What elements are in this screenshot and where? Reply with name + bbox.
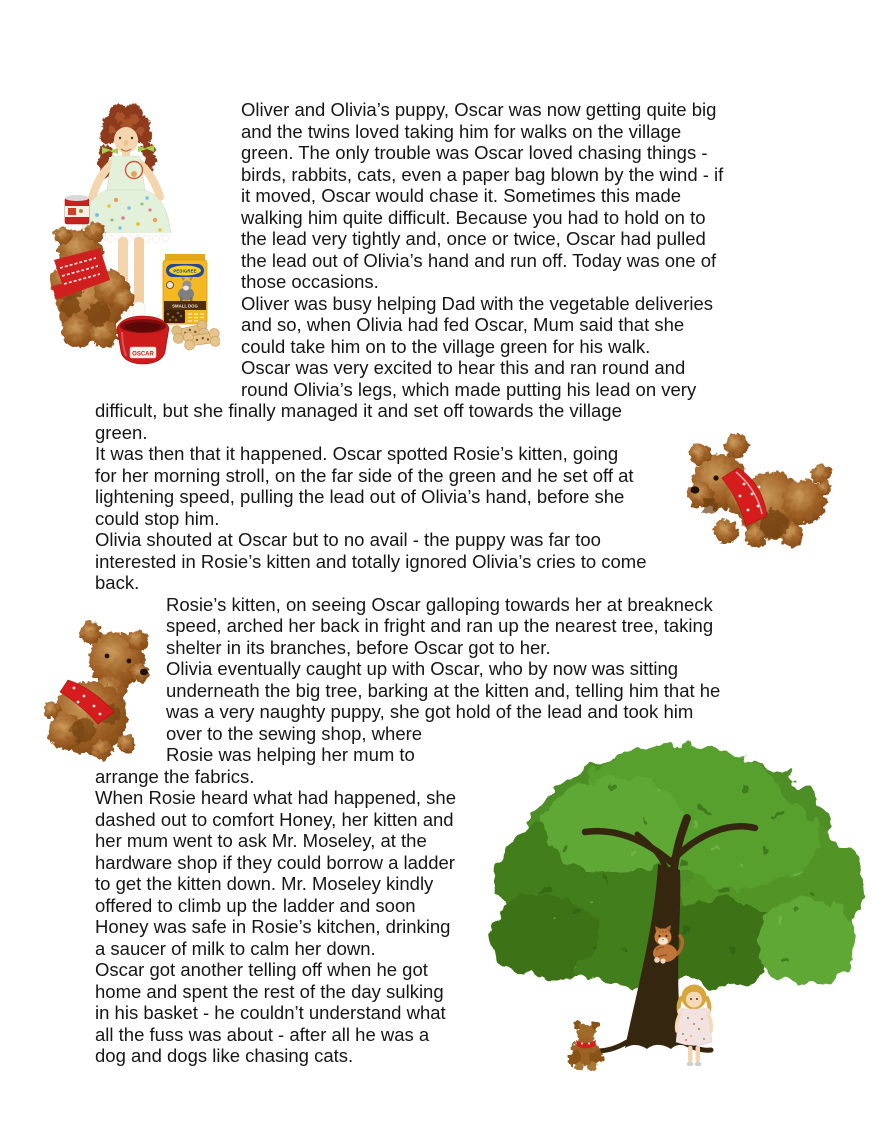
story-paragraph-1: Oliver and Olivia’s puppy, Oscar was now getting quite big and the twins loved taking him for walks on the village green. The only trouble was Oscar loved chasing things - birds, rabbits, cats, even a paper bag blown by the wind - if it moved, Oscar would chase it. Sometimes this made walking him quite difficult. Because you had to hold on to the lead very tightly and, once or twice, Oscar had pulled the lead out of Olivia’s hand and run off. Today was one of those occasions. xyxy=(241,99,724,292)
food-bag-variant: SMALL DOG xyxy=(172,303,198,309)
story-paragraph-6: Rosie’s kitten, on seeing Oscar galloping towards her at breakneck speed, arched her back in fright and ran up the nearest tree, taking shelter in its branches, before Oscar got to her. xyxy=(166,593,714,658)
story-paragraph-2: Oliver was busy helping Dad with the vegetable deliveries and so, when Olivia had fed Oscar, Mum said that she could take him on to the village green for his walk. xyxy=(241,292,714,357)
bowl-name-label: OSCAR xyxy=(132,351,154,358)
story-paragraph-8: When Rosie heard what had happened, she dashed out to comfort Honey, her kitten and her mum went to ask Mr. Moseley, at the hardware shop if they could borrow a ladder to get the kitten down. Mr. Moseley kindly offered to climb up the ladder and soon Honey was safe in Rosie’s kitchen, drinking a saucer of milk to calm her down. xyxy=(95,787,457,959)
puppy-photo-text-spacer xyxy=(95,594,166,764)
story-paragraph-9: Oscar got another telling off when he got home and spent the rest of the day sulking in his basket - he couldn’t understand what all the fuss was about - after all he was a dog and dogs like chasing cats. xyxy=(95,959,446,1066)
story-paragraph-3: Oscar was very excited to hear this and ran round and round Olivia’s legs, which made putting his lead on very difficult, but she finally managed it and set off towards the village green. xyxy=(95,357,697,443)
doll-photo-text-spacer xyxy=(95,99,241,398)
story-paragraph-4: It was then that it happened. Oscar spotted Rosie’s kitten, going for her morning stroll, on the far side of the green and he set off at lightening speed, pulling the lead out of Olivia’s hand, before she could stop him. xyxy=(95,443,634,529)
story-paragraph-7: Olivia eventually caught up with Oscar, who by now was sitting underneath the big tree, barking at the kitten and, telling him that he was a very naughty puppy, she got hold of the lead and took him over to the sewing shop, where Rosie was helping her mum to arrange the fabrics. xyxy=(95,658,721,787)
food-bag-brand: PEDIGREE xyxy=(173,268,197,274)
story-paragraph-5: Olivia shouted at Oscar but to no avail - the puppy was far too interested in Rosie’s kitten and totally ignored Olivia’s cries to come back. xyxy=(95,529,647,593)
